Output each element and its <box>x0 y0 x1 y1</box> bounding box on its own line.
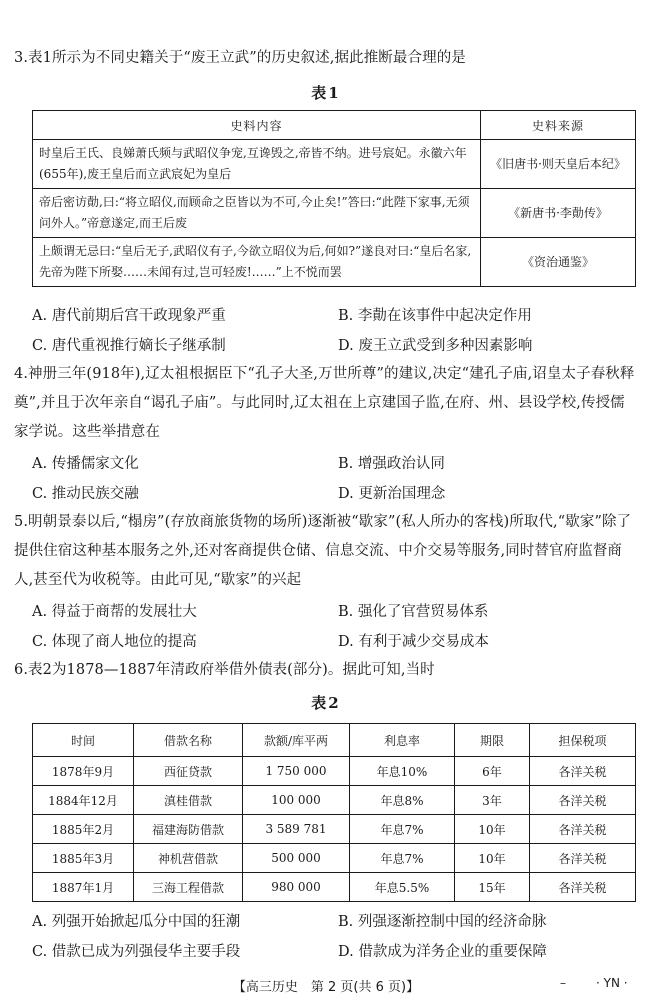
table-1-cell-content: 上颇谓无忌曰:“皇后无子,武昭仪有子,今欲立昭仪为后,何如?”遂良对曰:“皇后名家,先帝为陛下所娶……未闻有过,岂可轻废!……”上不悦而罢 <box>33 238 481 287</box>
table-2-cell: 年息5.5% <box>350 873 455 902</box>
question-5-option-d[interactable]: D. 有利于减少交易成本 <box>338 634 489 650</box>
question-4-option-b[interactable]: B. 增强政治认同 <box>338 456 445 472</box>
table-2-cell: 1 750 000 <box>243 757 350 786</box>
table-2-cell: 年息8% <box>350 786 455 815</box>
footer-dash: – <box>560 976 566 990</box>
table-2-cell: 三海工程借款 <box>134 873 243 902</box>
table-2-cell: 3年 <box>455 786 530 815</box>
question-6-option-b[interactable]: B. 列强逐渐控制中国的经济命脉 <box>338 914 547 930</box>
table-2-cell: 1885年3月 <box>33 844 134 873</box>
table-2-header-term: 期限 <box>455 724 530 757</box>
question-3-option-a[interactable]: A. 唐代前期后宫干政现象严重 <box>32 308 226 324</box>
table-2-header-time: 时间 <box>33 724 134 757</box>
table-1-cell-source: 《旧唐书·则天皇后本纪》 <box>481 140 636 189</box>
table-2-cell: 1885年2月 <box>33 815 134 844</box>
question-4-option-c[interactable]: C. 推动民族交融 <box>32 486 139 502</box>
table-2-cell: 980 000 <box>243 873 350 902</box>
table-row <box>33 189 636 238</box>
table-row <box>33 757 636 786</box>
question-6-option-d[interactable]: D. 借款成为洋务企业的重要保障 <box>338 944 547 960</box>
table-2-cell: 各洋关税 <box>530 844 636 873</box>
table-2-cell: 西征贷款 <box>134 757 243 786</box>
table-2-cell: 6年 <box>455 757 530 786</box>
table-2-cell: 15年 <box>455 873 530 902</box>
table-2-cell: 1884年12月 <box>33 786 134 815</box>
table-1-cell-content: 帝后密访勣,曰:“将立昭仪,而顾命之臣皆以为不可,今止矣!”答曰:“此陛下家事,无须问外人。”帝意遂定,而王后废 <box>33 189 481 238</box>
table-2 <box>32 723 636 902</box>
table-2-cell: 500 000 <box>243 844 350 873</box>
table-2-cell: 各洋关税 <box>530 873 636 902</box>
exam-code: · YN · <box>596 976 628 990</box>
question-3-option-d[interactable]: D. 废王立武受到多种因素影响 <box>338 338 533 354</box>
table-2-header-amount: 款额/库平两 <box>243 724 350 757</box>
table-1-cell-source: 《资治通鉴》 <box>481 238 636 287</box>
question-4-option-a[interactable]: A. 传播儒家文化 <box>32 456 139 472</box>
question-5-option-b[interactable]: B. 强化了官营贸易体系 <box>338 604 489 620</box>
table-2-cell: 各洋关税 <box>530 757 636 786</box>
question-6-option-a[interactable]: A. 列强开始掀起瓜分中国的狂潮 <box>32 914 241 930</box>
table-2-header-interest: 利息率 <box>350 724 455 757</box>
table-row <box>33 815 636 844</box>
table-2-cell: 1887年1月 <box>33 873 134 902</box>
table-2-header-loan-name: 借款名称 <box>134 724 243 757</box>
table-2-cell: 3 589 781 <box>243 815 350 844</box>
table-2-cell: 年息10% <box>350 757 455 786</box>
question-5-option-c[interactable]: C. 体现了商人地位的提高 <box>32 634 197 650</box>
table-2-title: 表2 <box>311 694 341 712</box>
question-3-stem: 3.表1所示为不同史籍关于“废王立武”的历史叙述,据此推断最合理的是 <box>14 50 466 66</box>
question-6-option-c[interactable]: C. 借款已成为列强侵华主要手段 <box>32 944 241 960</box>
table-2-cell: 滇桂借款 <box>134 786 243 815</box>
question-5-stem: 5.明朝景泰以后,“榻房”(存放商旅货物的场所)逐渐被“歇家”(私人所办的客栈)所取代,“歇家”除了提供住宿这种基本服务之外,还对客商提供仓储、信息交流、中介交易等服务,同时替官府监督商人,甚至代为收税等。由此可见,“歇家”的兴起 <box>14 514 632 588</box>
table-row <box>33 238 636 287</box>
table-2-cell: 各洋关税 <box>530 786 636 815</box>
table-2-cell: 100 000 <box>243 786 350 815</box>
table-1-header-source: 史料来源 <box>481 111 636 140</box>
table-1-cell-content: 时皇后王氏、良娣萧氏频与武昭仪争宠,互谗毁之,帝皆不纳。进号宸妃。永徽六年(655年),废王皇后而立武宸妃为皇后 <box>33 140 481 189</box>
table-row <box>33 140 636 189</box>
question-4-stem: 4.神册三年(918年),辽太祖根据臣下“孔子大圣,万世所尊”的建议,决定“建孔子庙,诏皇太子春秋释奠”,并且于次年亲自“谒孔子庙”。与此同时,辽太祖在上京建国子监,在府、州、县设学校,传授儒家学说。这些举措意在 <box>14 366 635 440</box>
question-3-option-b[interactable]: B. 李勣在该事件中起决定作用 <box>338 308 532 324</box>
table-1-header-content: 史料内容 <box>33 111 481 140</box>
table-2-cell: 10年 <box>455 815 530 844</box>
question-6-stem: 6.表2为1878—1887年清政府举借外债表(部分)。据此可知,当时 <box>14 662 435 678</box>
question-4-option-d[interactable]: D. 更新治国理念 <box>338 486 446 502</box>
page-footer: 【高三历史 第 2 页(共 6 页)】 <box>232 980 420 995</box>
table-2-cell: 年息7% <box>350 844 455 873</box>
table-2-cell: 神机营借款 <box>134 844 243 873</box>
table-row <box>33 844 636 873</box>
table-2-cell: 年息7% <box>350 815 455 844</box>
table-1-title: 表1 <box>311 84 341 102</box>
table-2-header-guarantee: 担保税项 <box>530 724 636 757</box>
table-1-cell-source: 《新唐书·李勣传》 <box>481 189 636 238</box>
table-2-cell: 福建海防借款 <box>134 815 243 844</box>
table-2-cell: 10年 <box>455 844 530 873</box>
table-2-cell: 1878年9月 <box>33 757 134 786</box>
table-row <box>33 786 636 815</box>
table-1 <box>32 110 636 287</box>
table-row <box>33 873 636 902</box>
question-5-option-a[interactable]: A. 得益于商帮的发展壮大 <box>32 604 197 620</box>
question-3-option-c[interactable]: C. 唐代重视推行嫡长子继承制 <box>32 338 226 354</box>
table-2-cell: 各洋关税 <box>530 815 636 844</box>
